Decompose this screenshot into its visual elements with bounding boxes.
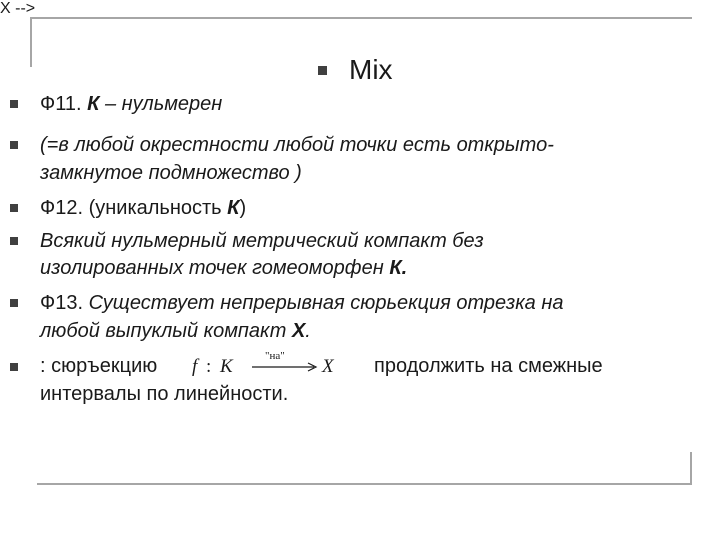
text-run: – нульмерен [99, 93, 223, 115]
list-item-line [40, 92, 222, 116]
text-run: К. [389, 257, 408, 279]
text-run: ) [239, 197, 247, 219]
text-run: К [227, 197, 240, 219]
text-run: : сюръекцию [40, 355, 158, 377]
text-run: Ф13. [40, 292, 89, 314]
title-bullet-icon [318, 66, 327, 75]
text-run: изолированных точек гомеоморфен [40, 257, 390, 279]
slide-title-block [318, 52, 393, 88]
formula-colon: : [206, 356, 212, 377]
frame-right-line [690, 452, 692, 485]
bullet-icon [10, 204, 18, 212]
text-run: . [305, 320, 311, 342]
text-run: Всякий нульмерный метрический компакт без [40, 230, 484, 252]
bullet-icon [10, 363, 18, 371]
list-item-line [40, 319, 311, 343]
text-run: интервалы по линейности. [40, 383, 289, 405]
slide-title: Mix [349, 54, 393, 85]
formula-function: f [192, 356, 198, 377]
bullet-icon [10, 100, 18, 108]
list-item-line [40, 161, 302, 185]
frame-bottom-line [37, 483, 692, 485]
frame-top-line [30, 17, 692, 19]
right-arrow-icon [250, 362, 320, 372]
text-run: Х [291, 320, 306, 342]
formula-arrow-label: "на" [265, 350, 285, 362]
text-run: (=в любой окрестности любой точки есть открыто- [40, 134, 554, 156]
text-run: продолжить на смежные [374, 355, 603, 377]
text-run: К [87, 93, 100, 115]
list-item-line [40, 256, 407, 280]
text-run: Существует непрерывная сюрьекция отрезка на [88, 292, 564, 314]
text-run: Ф11. [40, 93, 88, 115]
formula-domain: K [220, 356, 233, 377]
surjection-formula [190, 352, 350, 382]
frame-left-line [30, 17, 32, 67]
list-item-line [40, 382, 288, 406]
bullet-icon [10, 237, 18, 245]
list-item-line [40, 291, 563, 315]
bullet-icon [10, 141, 18, 149]
list-item-line [40, 354, 157, 378]
list-item-line [40, 196, 246, 220]
formula-codomain: X [322, 356, 334, 377]
list-item-line [40, 133, 554, 157]
text-run: Ф12. (уникальность [40, 197, 228, 219]
text-run: замкнутое подмножество ) [40, 162, 302, 184]
bullet-icon [10, 299, 18, 307]
list-item-line [374, 354, 603, 378]
list-item-line [40, 229, 484, 253]
text-run: любой выпуклый компакт [40, 320, 292, 342]
